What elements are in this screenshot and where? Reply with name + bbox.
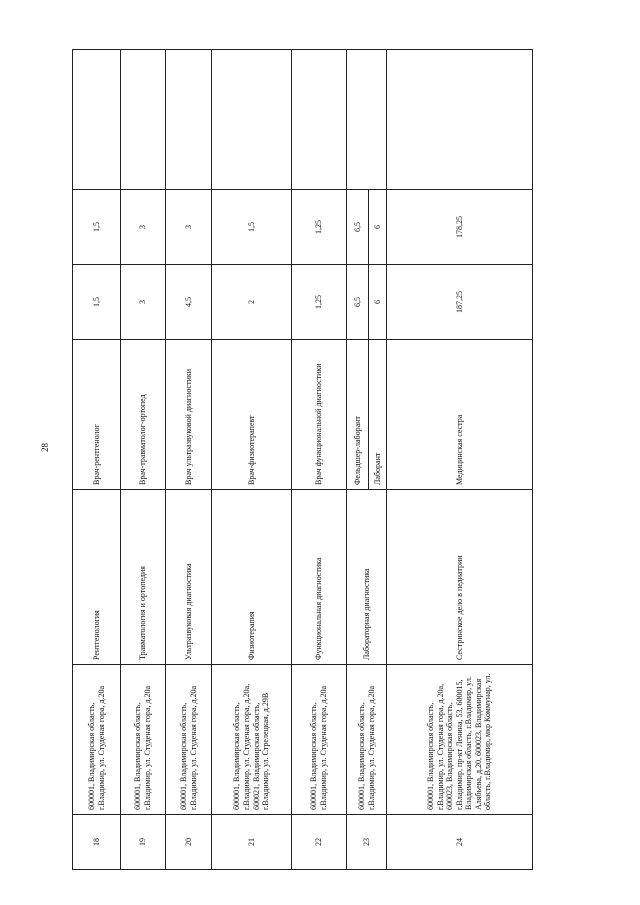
empty-cell <box>387 50 533 190</box>
row-number: 20 <box>166 815 212 870</box>
table-row <box>73 50 121 870</box>
value-cell: 6,5 <box>347 190 369 265</box>
value-cell: 6 <box>369 190 387 265</box>
row-number: 22 <box>292 815 347 870</box>
value-cell: 1,25 <box>292 190 347 265</box>
value-cell: 2 <box>212 265 292 340</box>
value-cell: 178,25 <box>387 190 533 265</box>
value-cell: 6 <box>369 265 387 340</box>
value-cell: 1,5 <box>73 265 121 340</box>
empty-cell <box>347 50 387 190</box>
row-number: 24 <box>387 815 533 870</box>
value-cell: 1,25 <box>292 265 347 340</box>
value-cell: 4,5 <box>166 265 212 340</box>
table-row <box>387 50 533 870</box>
specialty-cell: Травматология и ортопедия <box>121 490 166 665</box>
value-cell: 1,5 <box>73 190 121 265</box>
address-cell: 600001, Владимирская область, г.Владимир, ул. Студеная гора, д.20а <box>121 665 166 815</box>
position-cell: Лаборант <box>369 340 387 490</box>
page-number: 28 <box>40 443 50 452</box>
table-row <box>166 50 212 870</box>
position-cell: Врач-травматолог-ортопед <box>121 340 166 490</box>
row-number: 18 <box>73 815 121 870</box>
position-cell: Врач ультразвуковой диагностики <box>166 340 212 490</box>
specialty-cell: Ультразвуковая диагностика <box>166 490 212 665</box>
address-cell: 600001, Владимирская область, г.Владимир, ул. Студеная гора, д.20а <box>292 665 347 815</box>
empty-cell <box>166 50 212 190</box>
address-cell: 600001, Владимирская область, г.Владимир, ул. Студеная гора, д.20а, 600023, Владимирская область, г.Владимир, пр-кт Ленина, 53, 600015, Владимирская область, г.Владимир, ул. Алябьева, д.20, 600023, Владимирская область, г.Владимир, мкр Коммунар, ул. <box>387 665 533 815</box>
address-cell: 600001, Владимирская область, г.Владимир, ул. Студеная гора, д.20а <box>166 665 212 815</box>
staffing-table <box>72 49 533 870</box>
position-cell: Врач-физиотерапевт <box>212 340 292 490</box>
specialty-cell: Сестринское дело в педиатрии <box>387 490 533 665</box>
value-cell: 187,25 <box>387 265 533 340</box>
empty-cell <box>121 50 166 190</box>
position-cell: Врач-рентгенолог <box>73 340 121 490</box>
position-cell: Врач функциональной диагностики <box>292 340 347 490</box>
row-number: 19 <box>121 815 166 870</box>
table-row <box>292 50 347 870</box>
address-cell: 600001, Владимирская область, г.Владимир, ул. Студеная гора, д.20а <box>73 665 121 815</box>
position-cell: Фельдшер-лаборант <box>347 340 369 490</box>
position-cell: Медицинская сестра <box>387 340 533 490</box>
specialty-cell: Лабораторная диагностика <box>347 490 387 665</box>
table-row <box>121 50 166 870</box>
value-cell: 3 <box>166 190 212 265</box>
empty-cell <box>292 50 347 190</box>
staffing-table-container <box>72 50 532 870</box>
value-cell: 3 <box>121 190 166 265</box>
empty-cell <box>212 50 292 190</box>
address-cell: 600001, Владимирская область, г.Владимир, ул. Студеная гора, д.20а <box>347 665 387 815</box>
specialty-cell: Рентгенология <box>73 490 121 665</box>
specialty-cell: Функциональная диагностика <box>292 490 347 665</box>
table-row <box>212 50 292 870</box>
table-row <box>347 50 369 870</box>
specialty-cell: Физиотерапия <box>212 490 292 665</box>
row-number: 23 <box>347 815 387 870</box>
value-cell: 1,5 <box>212 190 292 265</box>
value-cell: 6,5 <box>347 265 369 340</box>
empty-cell <box>73 50 121 190</box>
address-cell: 600001, Владимирская область, г.Владимир, ул. Студеная гора, д.20а, 600021, Владимирская область, г.Владимир, ул. Стрелецкая, д.29В <box>212 665 292 815</box>
row-number: 21 <box>212 815 292 870</box>
value-cell: 3 <box>121 265 166 340</box>
